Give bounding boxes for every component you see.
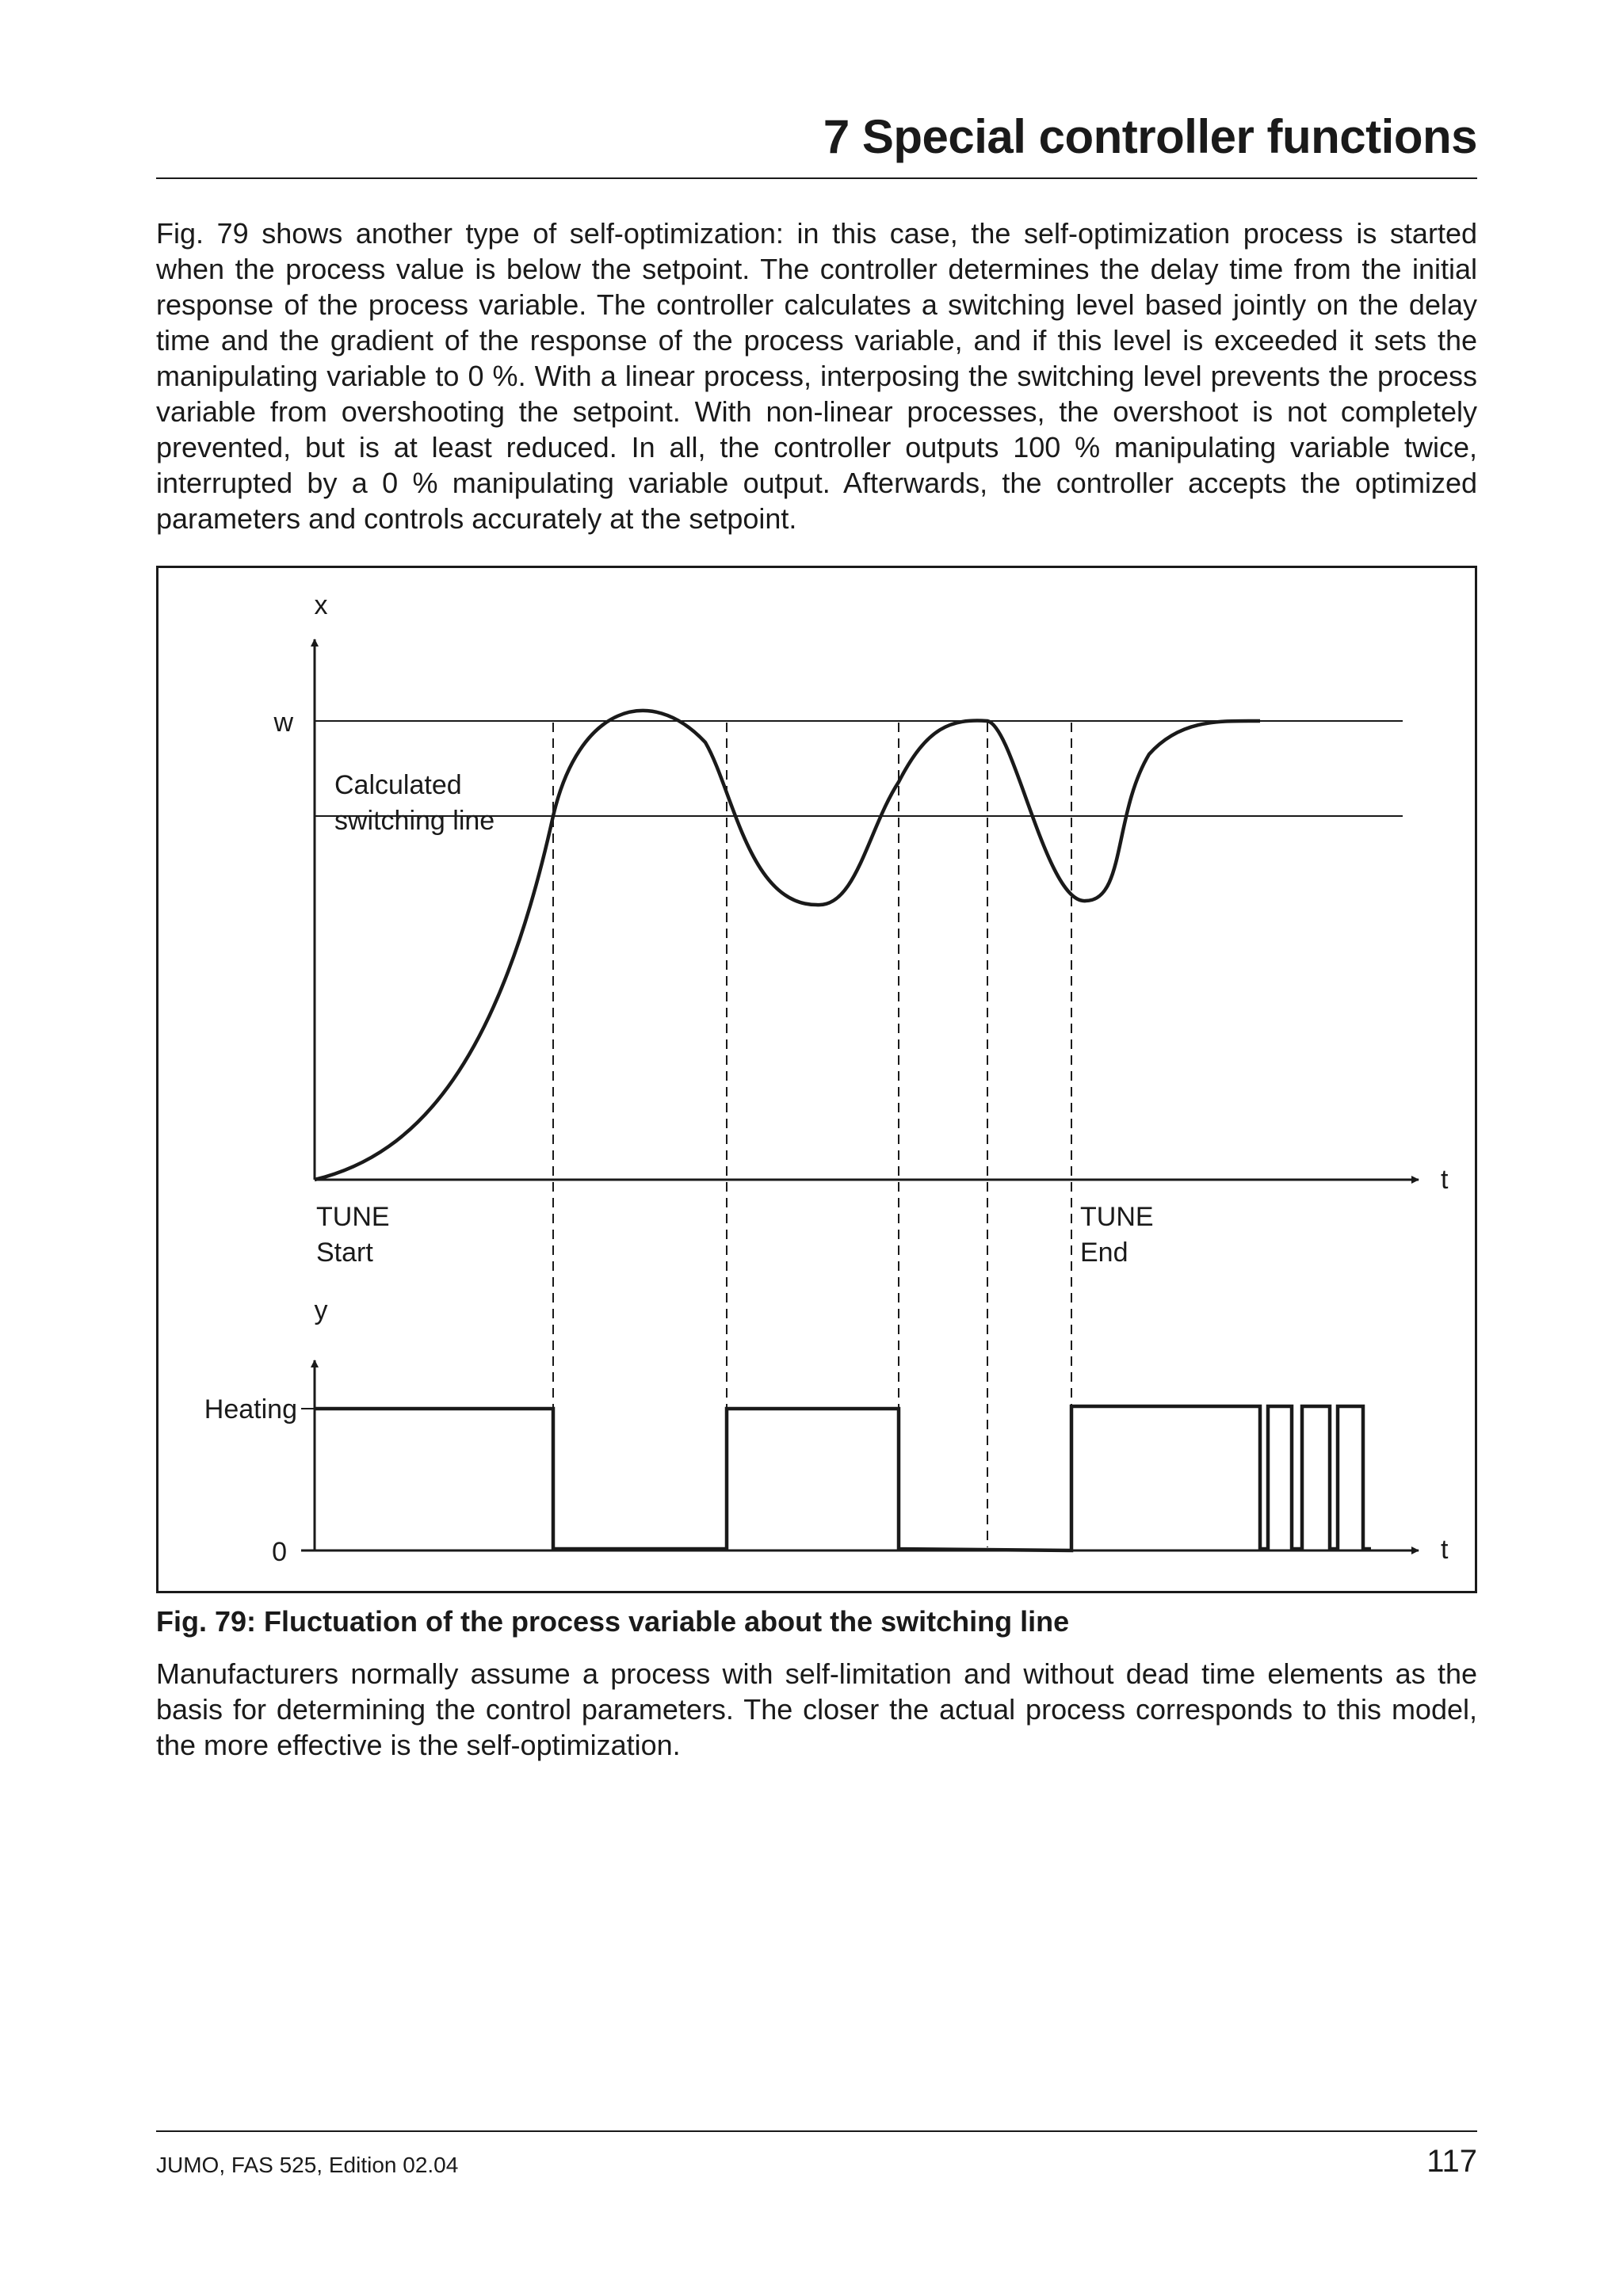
page-number: 117 bbox=[1426, 2144, 1477, 2179]
figure-caption: Fig. 79: Fluctuation of the process variable about the switching line bbox=[156, 1605, 1070, 1638]
switching-line-label-2: switching line bbox=[334, 806, 495, 836]
heating-label: Heating bbox=[204, 1394, 297, 1425]
manipulating-variable-signal bbox=[315, 1406, 1371, 1550]
tune-end-label-2: End bbox=[1080, 1238, 1128, 1268]
intro-paragraph: Fig. 79 shows another type of self-optimization: in this case, the self-optimization process is started when the process value is below the setpoint. The controller determines the delay time from the initial response of the process variable. The controller calculates a switching level based jointly on the delay time and the gradient of the response of the process variable, and if this level is exceeded it sets the manipulating variable to 0 %. With a linear process, interposing the switching level prevents the process variable from overshooting the setpoint. With non-linear processes, the overshoot is not completely prevented, but is at least reduced. In all, the controller outputs 100 % manipulating variable twice, interrupted by a 0 % manipulating variable output. Afterwards, the controller accepts the optimized parameters and controls accurately at the setpoint. bbox=[156, 217, 1477, 535]
footer-edition: JUMO, FAS 525, Edition 02.04 bbox=[156, 2153, 459, 2177]
controller-diagram bbox=[158, 568, 1475, 1591]
footer-divider bbox=[156, 2130, 1477, 2132]
tune-start-label-1: TUNE bbox=[316, 1202, 390, 1232]
y-axis-label: y bbox=[314, 1295, 328, 1325]
t-upper-label: t bbox=[1441, 1165, 1449, 1195]
x-axis-label: x bbox=[314, 590, 328, 620]
t-lower-label: t bbox=[1441, 1535, 1449, 1565]
tune-start-label-2: Start bbox=[316, 1238, 373, 1268]
page-title: 7 Special controller functions bbox=[823, 110, 1477, 163]
switching-line-label-1: Calculated bbox=[334, 770, 462, 800]
setpoint-label: w bbox=[273, 707, 293, 738]
header-divider bbox=[156, 177, 1477, 179]
zero-label: 0 bbox=[272, 1537, 287, 1567]
figure-79 bbox=[156, 566, 1477, 1593]
time-markers bbox=[553, 723, 1071, 1547]
tune-end-label-1: TUNE bbox=[1080, 1202, 1154, 1232]
closing-paragraph: Manufacturers normally assume a process with self-limitation and without dead time elements as the basis for determining the control parameters. The closer the actual process corresponds to this model, the more effective is the self-optimization. bbox=[156, 1657, 1477, 1761]
